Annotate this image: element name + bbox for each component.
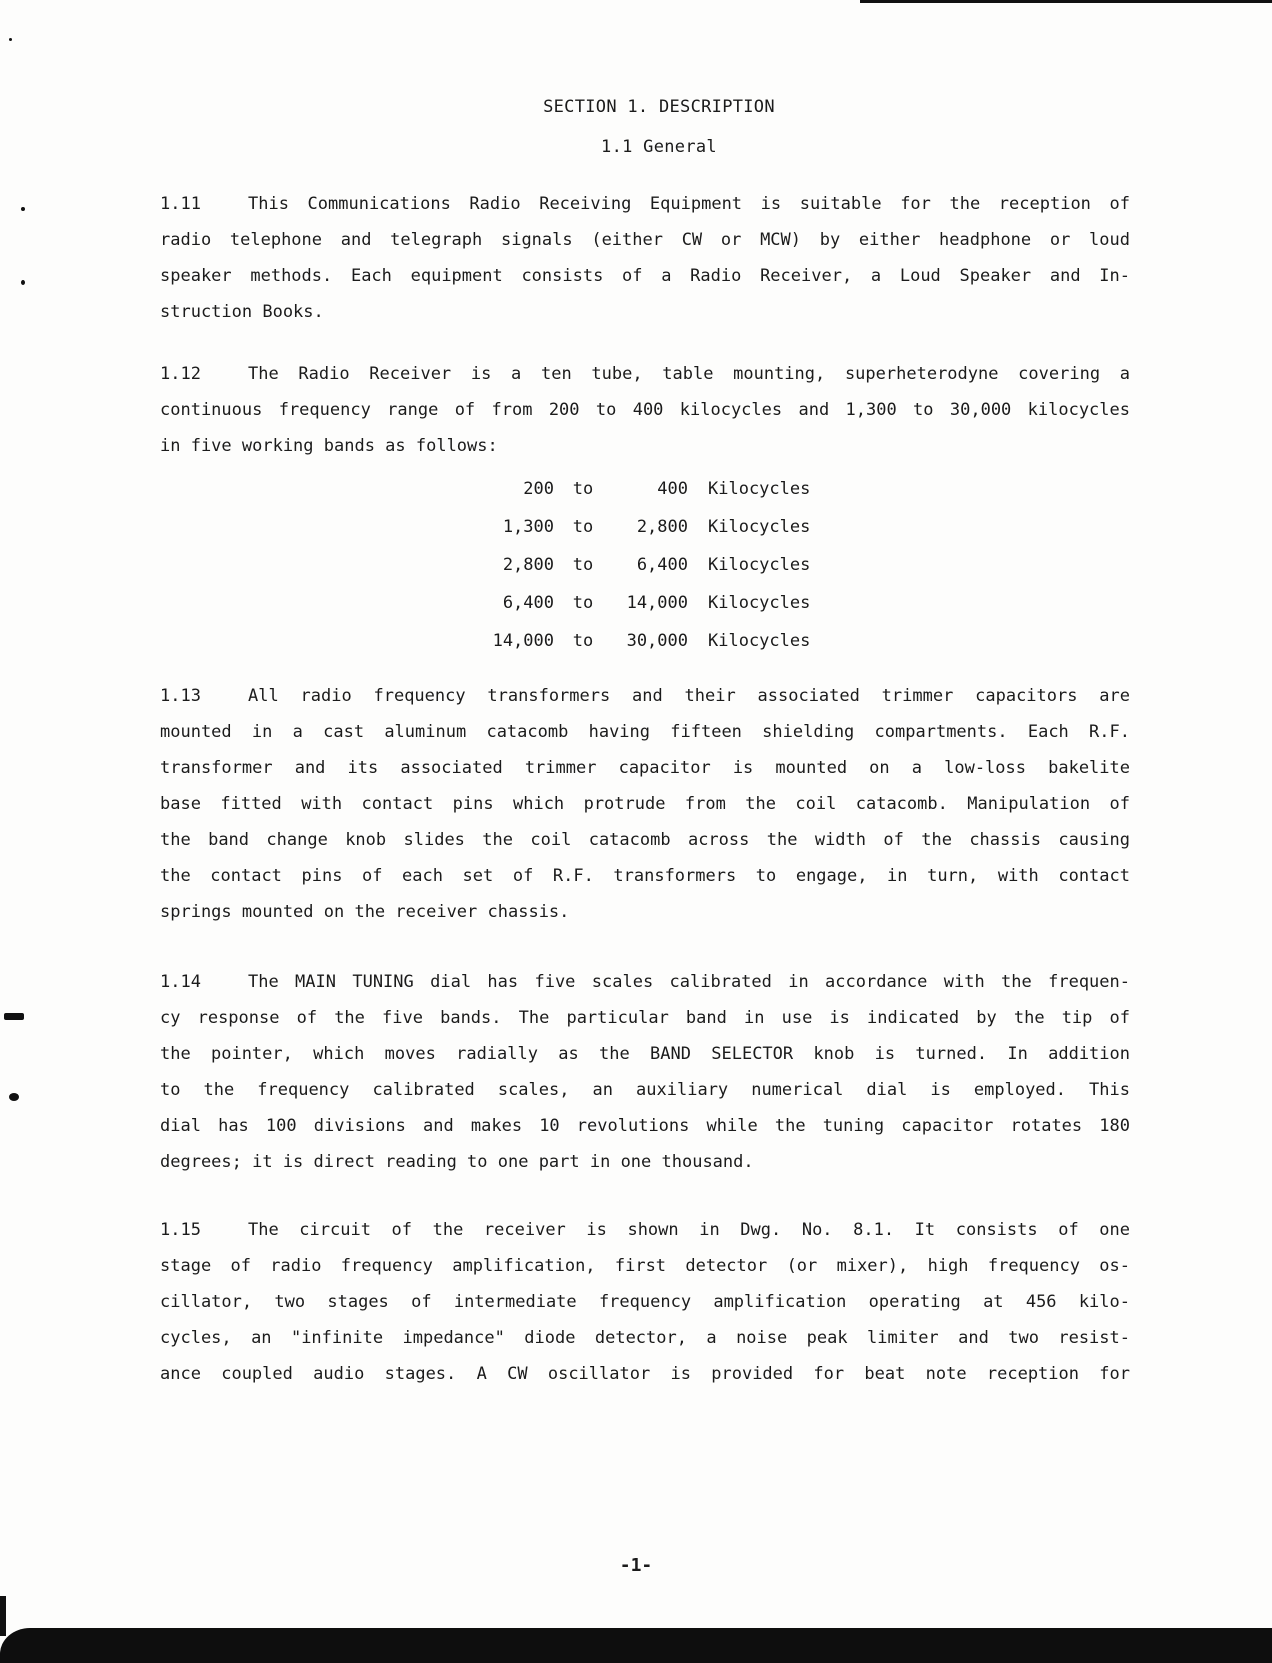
band-row (476, 546, 810, 584)
paragraph-line: the band change knob slides the coil catacomb across the width of the chassis causing (160, 830, 1130, 850)
paragraph-number: 1.12 (160, 364, 201, 384)
paragraph-line: speaker methods. Each equipment consists of a Radio Receiver, a Loud Speaker and In- (160, 266, 1130, 286)
paragraph-line: cillator, two stages of intermediate frequency amplification operating at 456 kilo- (160, 1292, 1130, 1312)
band-end: 6,400 (636, 555, 688, 575)
band-row (476, 508, 810, 546)
paragraph-line: in five working bands as follows: (160, 436, 498, 456)
paragraph-1-11 (160, 186, 1130, 330)
paragraph-line: transformer and its associated trimmer capacitor is mounted on a low-loss bakelite (160, 758, 1130, 778)
band-start: 200 (523, 479, 554, 499)
band-end: 2,800 (636, 517, 688, 537)
band-row (476, 470, 810, 508)
band-unit: Kilocycles (708, 555, 811, 575)
band-end: 14,000 (626, 593, 688, 613)
band-to: to (572, 593, 594, 613)
paragraph-line: stage of radio frequency amplification, first detector (or mixer), high frequency os- (160, 1256, 1130, 1276)
paragraph-line: springs mounted on the receiver chassis. (160, 902, 570, 922)
margin-mark-dash (4, 1013, 24, 1020)
paragraph-number: 1.14 (160, 972, 201, 992)
band-end: 400 (657, 479, 688, 499)
margin-dot (9, 1093, 19, 1101)
scan-edge-top (860, 0, 1272, 3)
band-row (476, 622, 810, 660)
band-start: 1,300 (502, 517, 554, 537)
section-title: SECTION 1. DESCRIPTION (543, 97, 775, 117)
band-to: to (572, 555, 594, 575)
paragraph-line: to the frequency calibrated scales, an auxiliary numerical dial is employed. This (160, 1080, 1130, 1100)
subsection-title: 1.1 General (601, 137, 717, 157)
paragraph-line: struction Books. (160, 302, 324, 322)
paragraph-line: degrees; it is direct reading to one part in one thousand. (160, 1152, 754, 1172)
paragraph-line: The Radio Receiver is a ten tube, table mounting, superheterodyne covering a (248, 364, 1130, 384)
paragraph-line: The circuit of the receiver is shown in Dwg. No. 8.1. It consists of one (248, 1220, 1130, 1240)
paragraph-1-14 (160, 964, 1130, 1180)
paragraph-line: dial has 100 divisions and makes 10 revolutions while the tuning capacitor rotates 180 (160, 1116, 1130, 1136)
paragraph-1-13 (160, 678, 1130, 930)
margin-dot (9, 38, 12, 41)
paragraph-1-15 (160, 1212, 1130, 1392)
page-number: -1- (619, 1555, 653, 1576)
paragraph-1-12 (160, 356, 1130, 464)
band-row (476, 584, 810, 622)
paragraph-number: 1.13 (160, 686, 201, 706)
paragraph-line: mounted in a cast aluminum catacomb having fifteen shielding compartments. Each R.F. (160, 722, 1130, 742)
paragraph-number: 1.11 (160, 194, 201, 214)
margin-dot (21, 207, 25, 211)
band-to: to (572, 517, 594, 537)
paragraph-line: cycles, an "infinite impedance" diode detector, a noise peak limiter and two resist- (160, 1328, 1130, 1348)
frequency-band-table (476, 470, 810, 660)
paragraph-line: continuous frequency range of from 200 to 400 kilocycles and 1,300 to 30,000 kilocycles (160, 400, 1130, 420)
paragraph-line: radio telephone and telegraph signals (either CW or MCW) by either headphone or loud (160, 230, 1130, 250)
paragraph-line: the contact pins of each set of R.F. transformers to engage, in turn, with contact (160, 866, 1130, 886)
paragraph-line: ance coupled audio stages. A CW oscillator is provided for beat note reception for (160, 1364, 1130, 1384)
paragraph-line: This Communications Radio Receiving Equipment is suitable for the reception of (248, 194, 1130, 214)
paragraph-line: cy response of the five bands. The particular band in use is indicated by the tip of (160, 1008, 1130, 1028)
paragraph-line: base fitted with contact pins which protrude from the coil catacomb. Manipulation of (160, 794, 1130, 814)
band-start: 6,400 (502, 593, 554, 613)
band-start: 2,800 (502, 555, 554, 575)
band-unit: Kilocycles (708, 517, 811, 537)
paragraph-number: 1.15 (160, 1220, 201, 1240)
band-start: 14,000 (492, 631, 554, 651)
band-unit: Kilocycles (708, 479, 811, 499)
margin-dot (21, 280, 25, 285)
scan-edge-left (0, 1596, 6, 1636)
band-end: 30,000 (626, 631, 688, 651)
scan-edge-bottom (0, 1628, 1272, 1663)
paragraph-line: the pointer, which moves radially as the BAND SELECTOR knob is turned. In addition (160, 1044, 1130, 1064)
paragraph-line: The MAIN TUNING dial has five scales calibrated in accordance with the frequen- (248, 972, 1130, 992)
band-unit: Kilocycles (708, 593, 811, 613)
band-to: to (572, 479, 594, 499)
paragraph-line: All radio frequency transformers and their associated trimmer capacitors are (248, 686, 1130, 706)
band-to: to (572, 631, 594, 651)
band-unit: Kilocycles (708, 631, 811, 651)
